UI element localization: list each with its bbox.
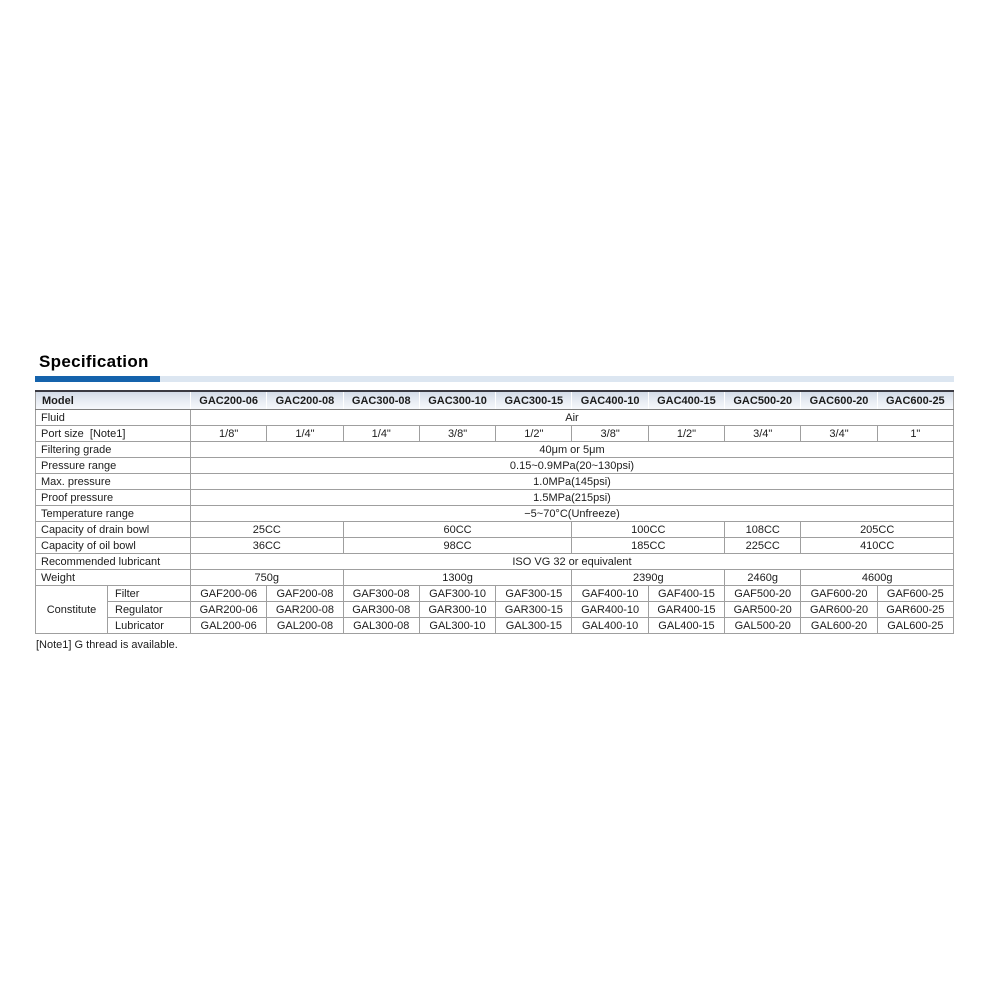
table-row xyxy=(36,538,954,554)
constitute-row xyxy=(36,602,954,618)
value-cell: GAR200-08 xyxy=(267,602,343,618)
value-cell: 1/2" xyxy=(496,426,572,442)
value-cell: 185CC xyxy=(572,538,725,554)
value-cell: 205CC xyxy=(801,522,954,538)
value-cell: 36CC xyxy=(191,538,344,554)
model-header-cell: GAC300-10 xyxy=(419,391,495,410)
value-cell: GAR600-25 xyxy=(877,602,953,618)
value-cell: GAL200-08 xyxy=(267,618,343,634)
table-row xyxy=(36,490,954,506)
constitute-sub-label: Lubricator xyxy=(108,618,191,634)
table-row xyxy=(36,410,954,426)
row-label: Filtering grade xyxy=(36,442,191,458)
value-cell: GAF600-25 xyxy=(877,586,953,602)
value-cell: GAF300-10 xyxy=(419,586,495,602)
value-cell: 3/8" xyxy=(572,426,648,442)
value-cell: 750g xyxy=(191,570,344,586)
value-cell: 2460g xyxy=(725,570,801,586)
row-label: Port size [Note1] xyxy=(36,426,191,442)
model-header-cell: GAC600-25 xyxy=(877,391,953,410)
value-cell: GAF400-10 xyxy=(572,586,648,602)
value-cell: 3/4" xyxy=(725,426,801,442)
value-cell: 1/2" xyxy=(648,426,724,442)
value-cell: 1/4" xyxy=(343,426,419,442)
value-cell: GAF200-08 xyxy=(267,586,343,602)
value-cell: GAL600-20 xyxy=(801,618,877,634)
value-cell: GAL400-10 xyxy=(572,618,648,634)
value-cell: GAF500-20 xyxy=(725,586,801,602)
value-cell: GAR300-15 xyxy=(496,602,572,618)
row-label: Recommended lubricant xyxy=(36,554,191,570)
row-label: Capacity of oil bowl xyxy=(36,538,191,554)
constitute-sub-label: Regulator xyxy=(108,602,191,618)
value-cell: 1" xyxy=(877,426,953,442)
row-label: Capacity of drain bowl xyxy=(36,522,191,538)
model-header-cell: GAC400-15 xyxy=(648,391,724,410)
table-row xyxy=(36,442,954,458)
value-cell: Air xyxy=(191,410,954,426)
value-cell: 25CC xyxy=(191,522,344,538)
value-cell: 410CC xyxy=(801,538,954,554)
value-cell: GAF400-15 xyxy=(648,586,724,602)
model-header-label: Model xyxy=(36,391,191,410)
value-cell: 108CC xyxy=(725,522,801,538)
row-label: Fluid xyxy=(36,410,191,426)
value-cell: GAR300-10 xyxy=(419,602,495,618)
row-label: Pressure range xyxy=(36,458,191,474)
value-cell: GAF300-08 xyxy=(343,586,419,602)
value-cell: 60CC xyxy=(343,522,572,538)
constitute-row xyxy=(36,586,954,602)
value-cell: GAF300-15 xyxy=(496,586,572,602)
model-header-cell: GAC300-15 xyxy=(496,391,572,410)
value-cell: 4600g xyxy=(801,570,954,586)
value-cell: ISO VG 32 or equivalent xyxy=(191,554,954,570)
constitute-sub-label: Filter xyxy=(108,586,191,602)
value-cell: GAR400-15 xyxy=(648,602,724,618)
row-label: Weight xyxy=(36,570,191,586)
value-cell: GAR600-20 xyxy=(801,602,877,618)
value-cell: 98CC xyxy=(343,538,572,554)
value-cell: GAL300-15 xyxy=(496,618,572,634)
spec-table xyxy=(35,390,954,634)
value-cell: −5~70°C(Unfreeze) xyxy=(191,506,954,522)
value-cell: 1.5MPa(215psi) xyxy=(191,490,954,506)
value-cell: 1300g xyxy=(343,570,572,586)
title-underline-accent xyxy=(35,376,160,382)
value-cell: GAR300-08 xyxy=(343,602,419,618)
page-title: Specification xyxy=(39,352,149,371)
value-cell: GAF600-20 xyxy=(801,586,877,602)
value-cell: GAR400-10 xyxy=(572,602,648,618)
model-header-cell: GAC600-20 xyxy=(801,391,877,410)
value-cell: GAR500-20 xyxy=(725,602,801,618)
value-cell: GAL600-25 xyxy=(877,618,953,634)
value-cell: 1/4" xyxy=(267,426,343,442)
model-header-cell: GAC500-20 xyxy=(725,391,801,410)
value-cell: 1.0MPa(145psi) xyxy=(191,474,954,490)
model-header-cell: GAC200-06 xyxy=(191,391,267,410)
table-row xyxy=(36,474,954,490)
header-row xyxy=(36,391,954,410)
value-cell: 3/4" xyxy=(801,426,877,442)
table-row xyxy=(36,522,954,538)
value-cell: GAL200-06 xyxy=(191,618,267,634)
value-cell: 225CC xyxy=(725,538,801,554)
table-row xyxy=(36,458,954,474)
value-cell: 100CC xyxy=(572,522,725,538)
row-label: Temperature range xyxy=(36,506,191,522)
row-label: Proof pressure xyxy=(36,490,191,506)
value-cell: 40μm or 5μm xyxy=(191,442,954,458)
constitute-row xyxy=(36,618,954,634)
title-underline-bar xyxy=(35,376,954,382)
value-cell: GAL400-15 xyxy=(648,618,724,634)
value-cell: GAL300-08 xyxy=(343,618,419,634)
value-cell: 2390g xyxy=(572,570,725,586)
table-row xyxy=(36,570,954,586)
value-cell: GAR200-06 xyxy=(191,602,267,618)
value-cell: 1/8" xyxy=(191,426,267,442)
table-row xyxy=(36,506,954,522)
specification-section xyxy=(35,352,954,651)
value-cell: GAL300-10 xyxy=(419,618,495,634)
value-cell: 3/8" xyxy=(419,426,495,442)
constitute-label: Constitute xyxy=(36,586,108,634)
footnote: [Note1] G thread is available. xyxy=(36,639,178,651)
model-header-cell: GAC300-08 xyxy=(343,391,419,410)
value-cell: GAF200-06 xyxy=(191,586,267,602)
model-header-cell: GAC200-08 xyxy=(267,391,343,410)
model-header-cell: GAC400-10 xyxy=(572,391,648,410)
table-row xyxy=(36,426,954,442)
row-label: Max. pressure xyxy=(36,474,191,490)
value-cell: 0.15~0.9MPa(20~130psi) xyxy=(191,458,954,474)
value-cell: GAL500-20 xyxy=(725,618,801,634)
table-row xyxy=(36,554,954,570)
